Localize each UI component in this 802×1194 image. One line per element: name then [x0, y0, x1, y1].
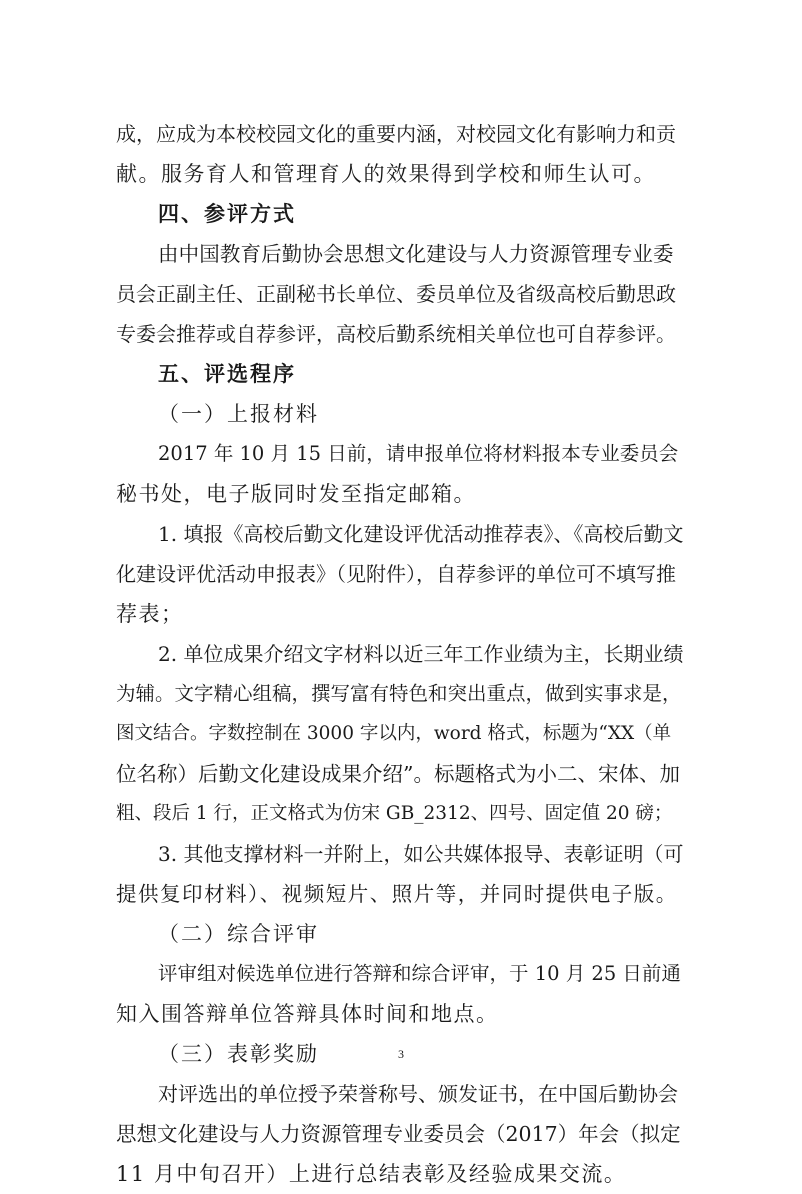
body-line: 专委会推荐或自荐参评，高校后勤系统相关单位也可自荐参评。 [116, 322, 676, 346]
subsection-heading: （三）表彰奖励 [158, 1042, 319, 1066]
body-line: 荐表； [116, 602, 184, 626]
body-line: 员会正副主任、正副秘书长单位、委员单位及省级高校后勤思政 [116, 282, 676, 306]
body-line: 献。服务育人和管理育人的效果得到学校和师生认可。 [116, 162, 656, 186]
body-line: 2. 单位成果介绍文字材料以近三年工作业绩为主，长期业绩 [158, 642, 684, 666]
section-heading: 四、参评方式 [158, 202, 296, 226]
body-line: 知入围答辩单位答辩具体时间和地点。 [116, 1002, 499, 1026]
page-number: 3 [398, 1047, 404, 1061]
body-line: 1. 填报《高校后勤文化建设评优活动推荐表》、《高校后勤文 [158, 522, 684, 546]
body-line: 思想文化建设与人力资源管理专业委员会（2017）年会（拟定 [116, 1122, 681, 1146]
body-line: 秘书处，电子版同时发至指定邮箱。 [116, 482, 476, 506]
body-line: 3. 其他支撑材料一并附上，如公共媒体报导、表彰证明（可 [158, 842, 684, 866]
body-line: 提供复印材料）、视频短片、照片等，并同时提供电子版。 [116, 882, 678, 906]
body-line: 11 月中旬召开）上进行总结表彰及经验成果交流。 [116, 1162, 627, 1186]
body-line: 图文结合。字数控制在 3000 字以内，word 格式，标题为“XX（单 [116, 723, 672, 744]
body-line: 评审组对候选单位进行答辩和综合评审，于 10 月 25 日前通 [158, 962, 681, 985]
body-line: 粗、段后 1 行，正文格式为仿宋 GB_2312、四号、固定值 20 磅； [116, 803, 673, 824]
body-line: 化建设评优活动申报表》（见附件），自荐参评的单位可不填写推 [116, 562, 676, 586]
body-line: 对评选出的单位授予荣誉称号、颁发证书，在中国后勤协会 [158, 1082, 678, 1106]
body-line: 由中国教育后勤协会思想文化建设与人力资源管理专业委 [158, 242, 674, 266]
body-line: 为辅。文字精心组稿，撰写富有特色和突出重点，做到实事求是， [116, 682, 682, 705]
section-heading: 五、评选程序 [158, 362, 296, 386]
body-line: 成，应成为本校校园文化的重要内涵，对校园文化有影响力和贡 [116, 122, 676, 146]
body-line: 2017 年 10 月 15 日前，请申报单位将材料报本专业委员会 [158, 442, 679, 465]
subsection-heading: （一）上报材料 [158, 402, 319, 426]
subsection-heading: （二）综合评审 [158, 922, 319, 946]
body-line: 位名称）后勤文化建设成果介绍”。标题格式为小二、宋体、加 [116, 762, 680, 786]
